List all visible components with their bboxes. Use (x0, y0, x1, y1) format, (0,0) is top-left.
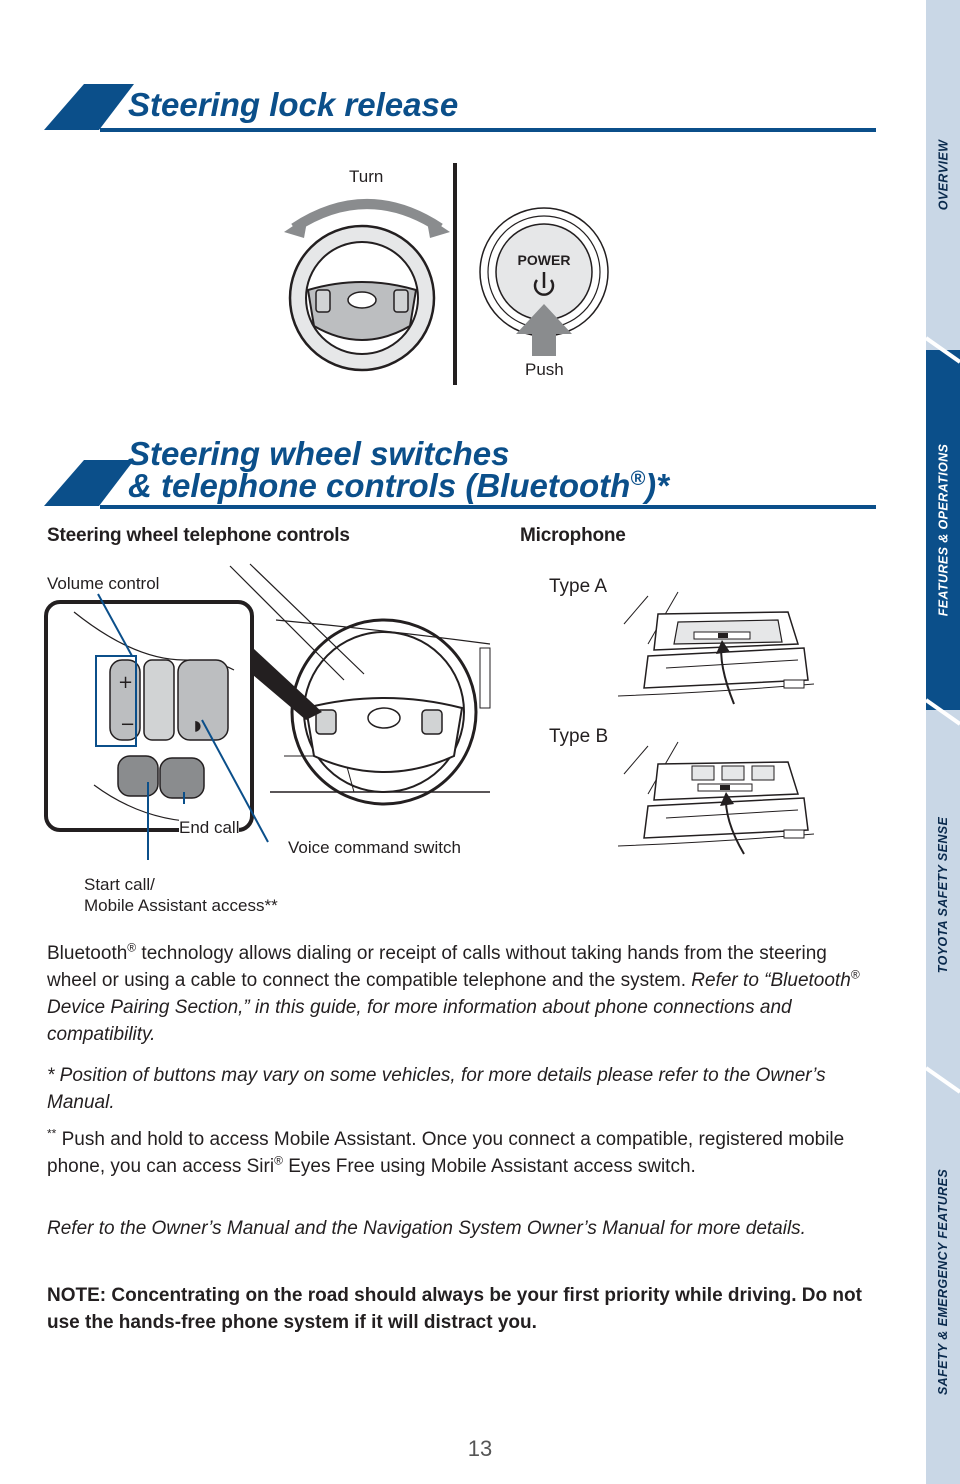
steering-wheel-turn-illustration (282, 186, 452, 382)
safety-note: NOTE: Concentrating on the road should always be your first priority while driving. Do not use the hands-free phone system if it will distract you. (47, 1285, 862, 1333)
manual-reference: Refer to the Owner’s Manual and the Navigation System Owner’s Manual for more details. (47, 1218, 806, 1239)
section-flag-icon (44, 460, 134, 508)
voice-command-label: Voice command switch (288, 838, 461, 857)
volume-control-label: Volume control (47, 574, 160, 593)
section-title-switches: Steering wheel switches (128, 435, 510, 472)
microphone-heading: Microphone (520, 525, 626, 546)
bluetooth-paragraph: Bluetooth® technology allows dialing or receipt of calls without taking hands from the steering wheel or using a cable to connect the compatible telephone and the system. Refer to “Bluetooth® Device Pairing Section,” in this guide, for more information about phone connections and compatibility. (47, 940, 860, 1045)
microphone-type-a-illustration (618, 584, 814, 716)
section-title-steering-lock: Steering lock release (128, 86, 459, 123)
telephone-controls-heading: Steering wheel telephone controls (47, 525, 350, 546)
end-call-label: End call (179, 818, 240, 837)
footnote-position: * Position of buttons may vary on some vehicles, for more details please refer to the Owner’s Manual. (47, 1065, 826, 1113)
push-label: Push (525, 360, 564, 379)
type-a-label: Type A (549, 576, 608, 597)
sidebar-tab-features-operations[interactable]: FEATURES & OPERATIONS (926, 350, 960, 710)
type-b-label: Type B (549, 726, 609, 747)
illustration-divider (453, 163, 457, 385)
start-call-label: Start call/ Mobile Assistant access** (84, 875, 278, 915)
sidebar-tab-safety-emergency[interactable]: SAFETY & EMERGENCY FEATURES (936, 1168, 951, 1396)
section-rule (100, 505, 876, 509)
power-button-illustration (476, 206, 614, 356)
section-flag-icon (44, 84, 134, 132)
section-title-switches-line2: & telephone controls (Bluetooth®)* (128, 467, 669, 504)
sidebar-divider-chevrons (926, 0, 960, 1484)
section-rule (100, 128, 876, 132)
svg-text:−: − (120, 714, 136, 735)
footnote-mobile-assistant: ** Push and hold to access Mobile Assistant. Once you connect a compatible, registered mobile phone, you can access Siri® Eyes Free using Mobile Assistant access switch. (47, 1126, 845, 1177)
sidebar-tab-toyota-safety-sense[interactable]: TOYOTA SAFETY SENSE (936, 816, 951, 974)
section-sidebar (926, 0, 960, 1484)
sidebar-tab-overview[interactable]: OVERVIEW (936, 139, 951, 211)
turn-label: Turn (349, 167, 384, 186)
svg-text:+: + (118, 672, 134, 693)
page-number: 13 (467, 1436, 493, 1461)
microphone-type-b-illustration (618, 734, 814, 866)
power-button-text: POWER (517, 252, 571, 268)
svg-text:◗: ◗ (194, 718, 202, 734)
steering-wheel-controls-illustration (44, 560, 494, 860)
